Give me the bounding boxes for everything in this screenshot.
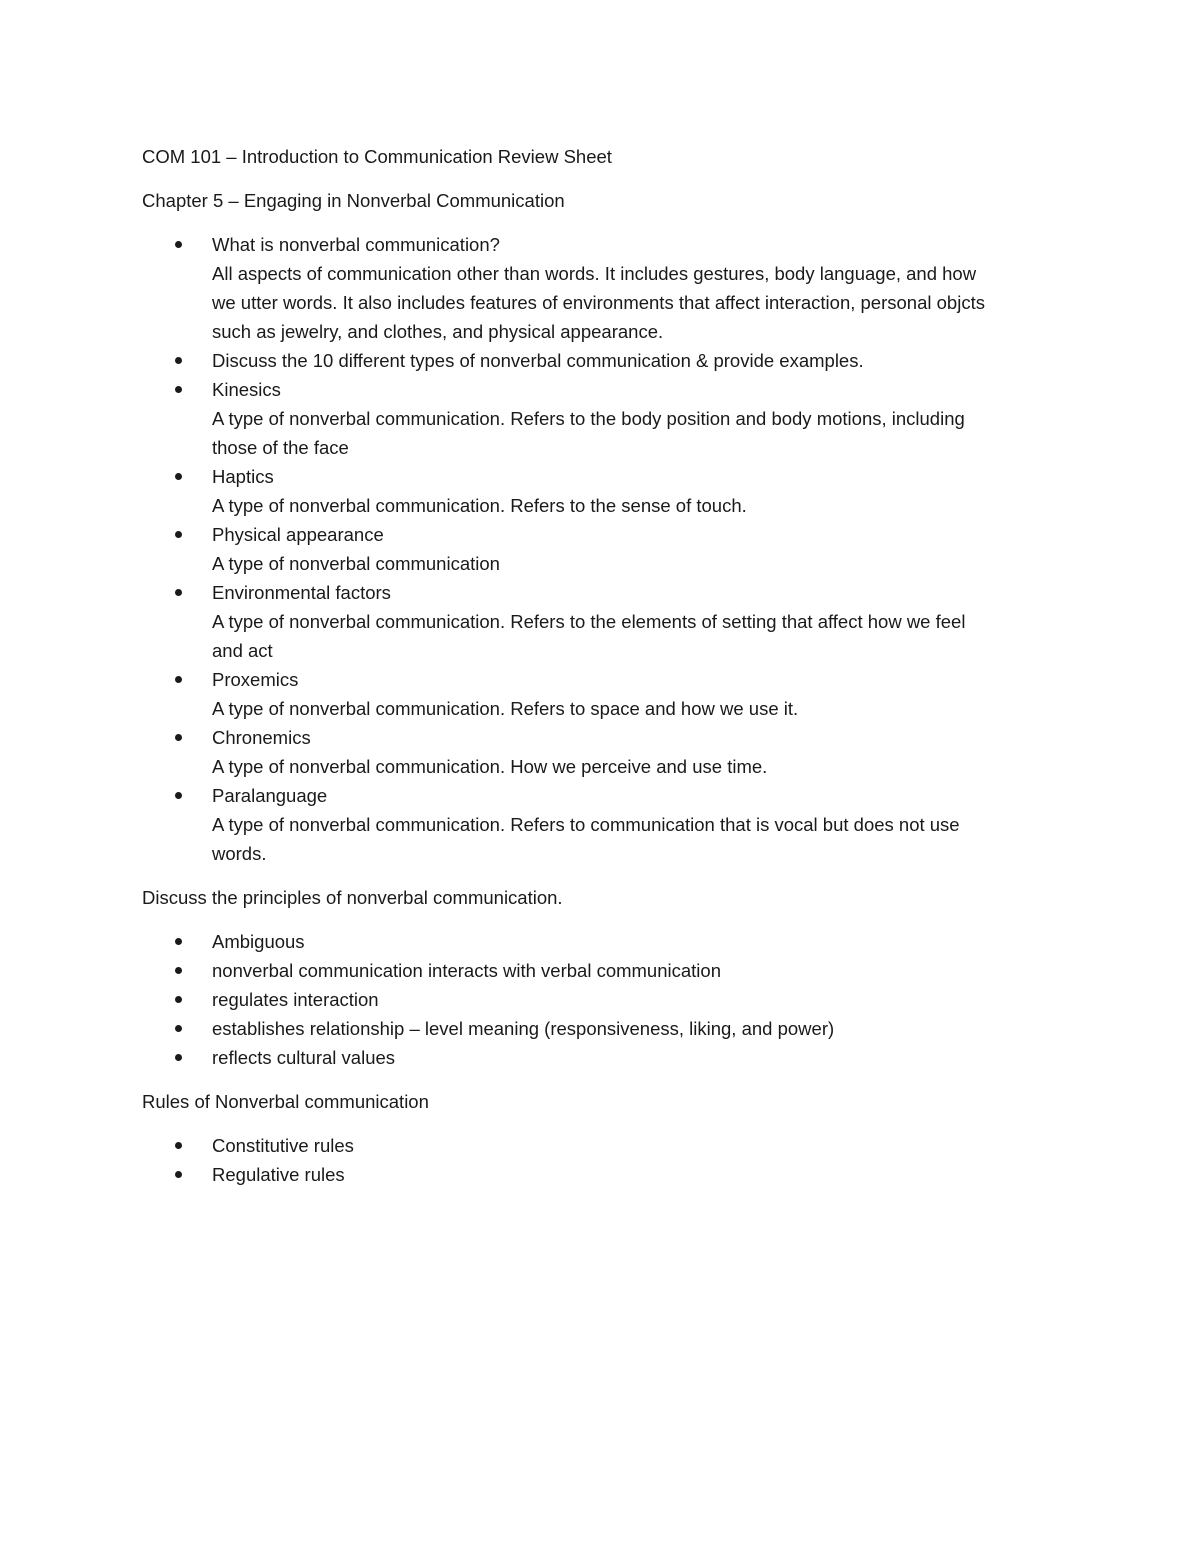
bullet-icon	[175, 938, 182, 945]
bullet-icon	[175, 996, 182, 1003]
list-item	[142, 230, 1062, 346]
list-item	[142, 520, 1062, 578]
item-title: Kinesics	[212, 379, 281, 400]
item-desc-line: A type of nonverbal communication. How we perceive and use time.	[212, 756, 768, 777]
item-desc-line: A type of nonverbal communication. Refers to communication that is vocal but does not use	[212, 814, 960, 835]
item-title: What is nonverbal communication?	[212, 234, 500, 255]
bullet-icon	[175, 1171, 182, 1178]
item-title: nonverbal communication interacts with verbal communication	[212, 960, 721, 981]
list-item	[142, 723, 1062, 781]
item-title: Ambiguous	[212, 931, 305, 952]
list-item	[142, 927, 1062, 956]
bullet-icon	[175, 734, 182, 741]
item-desc-line: A type of nonverbal communication	[212, 553, 500, 574]
bullet-icon	[175, 531, 182, 538]
item-title: Constitutive rules	[212, 1135, 354, 1156]
item-desc-line: A type of nonverbal communication. Refers to the body position and body motions, including	[212, 408, 965, 429]
bullet-icon	[175, 386, 182, 393]
bullet-icon	[175, 967, 182, 974]
bullet-icon	[175, 1054, 182, 1061]
item-title: reflects cultural values	[212, 1047, 396, 1068]
bullet-icon	[175, 1142, 182, 1149]
list-item	[142, 956, 1062, 985]
list-item	[142, 578, 1062, 665]
item-desc-line: All aspects of communication other than words. It includes gestures, body language, and how	[212, 263, 977, 284]
principles-list	[142, 927, 1062, 1072]
document-body	[142, 142, 1062, 1204]
item-title: Physical appearance	[212, 524, 384, 545]
document-title: COM 101 – Introduction to Communication Review Sheet	[142, 146, 612, 167]
item-desc-line: those of the face	[212, 437, 349, 458]
item-title: Haptics	[212, 466, 274, 487]
item-title: regulates interaction	[212, 989, 379, 1010]
item-desc-line: such as jewelry, and clothes, and physical appearance.	[212, 321, 664, 342]
bullet-icon	[175, 241, 182, 248]
list-item	[142, 1014, 1062, 1043]
list-item	[142, 781, 1062, 868]
bullet-icon	[175, 792, 182, 799]
rules-heading: Rules of Nonverbal communication	[142, 1091, 429, 1112]
bullet-icon	[175, 473, 182, 480]
nonverbal-types-list	[142, 230, 1062, 868]
list-item	[142, 462, 1062, 520]
bullet-icon	[175, 1025, 182, 1032]
list-item	[142, 665, 1062, 723]
item-desc-line: A type of nonverbal communication. Refers to space and how we use it.	[212, 698, 799, 719]
bullet-icon	[175, 676, 182, 683]
item-title: establishes relationship – level meaning (responsiveness, liking, and power)	[212, 1018, 835, 1039]
list-item	[142, 346, 1062, 375]
list-item	[142, 985, 1062, 1014]
item-desc-line: words.	[212, 843, 267, 864]
item-title: Chronemics	[212, 727, 311, 748]
bullet-icon	[175, 589, 182, 596]
chapter-heading: Chapter 5 – Engaging in Nonverbal Communication	[142, 190, 565, 211]
rules-list	[142, 1131, 1062, 1189]
bullet-icon	[175, 357, 182, 364]
list-item	[142, 1043, 1062, 1072]
list-item	[142, 1131, 1062, 1160]
item-desc-line: A type of nonverbal communication. Refers to the sense of touch.	[212, 495, 747, 516]
list-item	[142, 375, 1062, 462]
item-title: Proxemics	[212, 669, 299, 690]
principles-heading: Discuss the principles of nonverbal communication.	[142, 887, 563, 908]
item-desc-line: we utter words. It also includes features of environments that affect interaction, personal objcts	[212, 292, 985, 313]
item-title: Discuss the 10 different types of nonverbal communication & provide examples.	[212, 350, 864, 371]
item-title: Environmental factors	[212, 582, 391, 603]
item-title: Paralanguage	[212, 785, 328, 806]
item-title: Regulative rules	[212, 1164, 345, 1185]
list-item	[142, 1160, 1062, 1189]
item-desc-line: A type of nonverbal communication. Refers to the elements of setting that affect how we feel	[212, 611, 966, 632]
item-desc-line: and act	[212, 640, 273, 661]
